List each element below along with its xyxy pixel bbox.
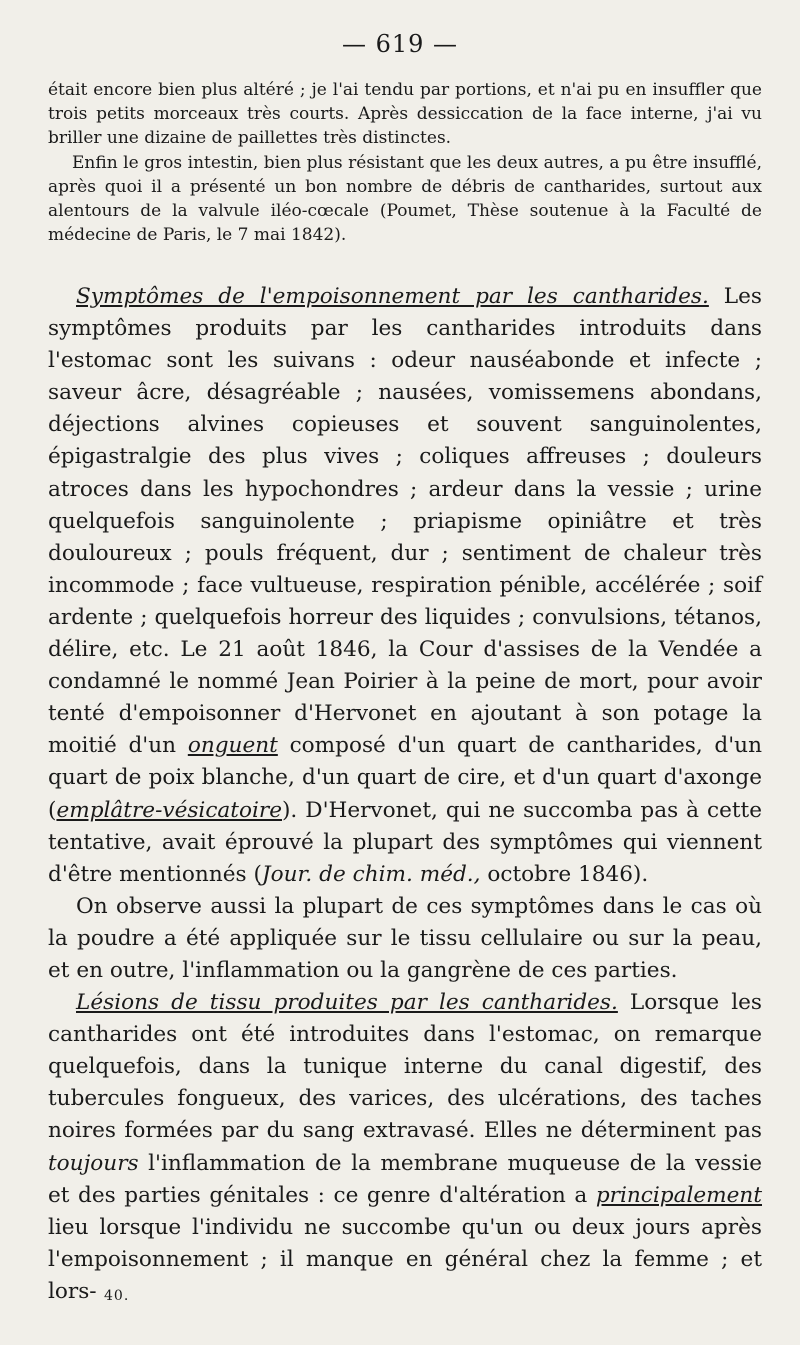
- note-block: [48, 78, 762, 247]
- text-run: octobre 1846).: [480, 861, 649, 887]
- text-run: Les symptômes produits par les cantharides introduits dans l'estomac sont les suivans : odeur nauséabonde et infecte ; saveur âcre, désagréable ; nausées, vomissemens abondans, déjections alvines copieuses et souvent sanguinolentes, épigastralgie des plus vives ; coliques affreuses ; douleurs atroces dans les hypochondres ; ardeur dans la vessie ; urine quelquefois sanguinolente ; priapisme opiniâtre et très douloureux ; pouls fréquent, dur ; sentiment de chaleur très incommode ; face vultueuse, respiration pénible, accélérée ; soif ardente ; quelquefois horreur des liquides ; convulsions, tétanos, délire, etc. Le 21 août 1846, la Cour d'assises de la Vendée a condamné le nommé Jean Poirier à la peine de mort, pour avoir tenté d'empoisonner d'Hervonet en ajoutant à son potage la moitié d'un: [48, 284, 762, 759]
- note-paragraph: Enfin le gros intestin, bien plus résistant que les deux autres, a pu être insufflé, après quoi il a présenté un bon nombre de débris de cantharides, surtout aux alentours de la valvule iléo-cœcale (Poumet, Thèse soutenue à la Faculté de médecine de Paris, le 7 mai 1842).: [48, 152, 762, 246]
- text-run: ). D'Hervonet, qui ne succomba pas à cette tentative, avait éprouvé la plupart des symptômes qui viennent d'être mentionnés (: [48, 797, 762, 887]
- symptoms-paragraph: [48, 281, 762, 891]
- text-run: l'inflammation de la membrane muqueuse de la vessie et des parties génitales : ce genre d'altération a: [48, 1150, 762, 1208]
- journal-citation: Jour. de chim. méd.,: [261, 861, 481, 887]
- italic-term: onguent: [187, 733, 278, 759]
- text-run: Lorsque les cantharides ont été introduites dans l'estomac, on remarque quelquefois, dans la tunique interne du canal digestif, des tubercules fongueux, des varices, des ulcérations, des taches noires formées par du sang extravasé. Elles ne déterminent pas: [48, 990, 762, 1144]
- italic-term: principalement: [595, 1182, 762, 1208]
- lesions-heading: Lésions de tissu produites par les cantharides.: [76, 990, 618, 1016]
- signature-mark: 40.: [104, 1288, 130, 1304]
- note-paragraph: était encore bien plus altéré ; je l'ai tendu par portions, et n'ai pu en insuffler que trois petits morceaux très courts. Après dessiccation de la face interne, j'ai vu briller une dizaine de paillettes très distinctes.: [48, 80, 762, 149]
- text-run: composé d'un quart de cantharides, d'un quart de poix blanche, d'un quart de cire, et d'un quart d'axonge (: [48, 733, 762, 823]
- page-number: — 619 —: [341, 30, 459, 58]
- italic-term: emplâtre-vésicatoire: [56, 797, 282, 823]
- italic-term: toujours: [48, 1150, 139, 1176]
- text-run: lieu lorsque l'individu ne succombe qu'un ou deux jours après l'empoisonnement ; il manque en général chez la femme ; et lors-: [48, 1214, 762, 1304]
- main-text-block: [48, 281, 762, 1308]
- symptoms-heading: Symptômes de l'empoisonnement par les cantharides.: [76, 284, 709, 309]
- observation-paragraph: On observe aussi la plupart de ces symptômes dans le cas où la poudre a été appliquée sur le tissu cellulaire ou sur la peau, et en outre, l'inflammation ou la gangrène de ces parties.: [48, 893, 762, 983]
- lesions-paragraph: [48, 987, 762, 1308]
